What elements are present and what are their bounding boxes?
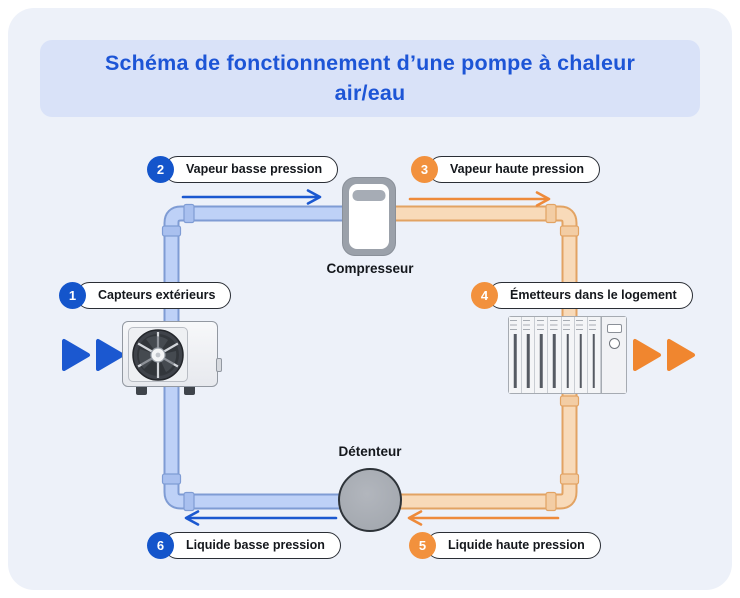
expansion-valve	[338, 468, 402, 532]
compressor-vent	[353, 190, 386, 201]
flow-arrow-vapor-high	[410, 193, 549, 206]
step-tag-5	[409, 532, 601, 559]
step-badge: 5	[409, 532, 436, 559]
radiator-fins	[509, 317, 601, 393]
outdoor-unit-body	[122, 321, 218, 387]
radiator-control-panel	[601, 317, 626, 393]
radiator-fin	[522, 317, 535, 393]
step-label: Émetteurs dans le logement	[488, 282, 693, 309]
flow-arrow-liquid-low	[186, 512, 336, 525]
outdoor-unit-bracket	[216, 358, 222, 372]
step-label: Vapeur basse pression	[164, 156, 338, 183]
step-label: Vapeur haute pression	[428, 156, 600, 183]
step-badge: 1	[59, 282, 86, 309]
compressor	[342, 177, 396, 256]
flow-arrow-vapor-low	[183, 191, 320, 204]
flow-arrow-liquid-high	[409, 512, 558, 525]
fan-panel	[128, 327, 188, 382]
page-title-line2: air/eau	[334, 80, 406, 105]
step-badge: 3	[411, 156, 438, 183]
heat-output-arrows-icon	[635, 341, 693, 369]
compressor-body	[349, 184, 389, 249]
radiator-fin	[562, 317, 575, 393]
radiator-display	[607, 324, 622, 333]
expansion-valve-label: Détenteur	[338, 444, 402, 459]
radiator-fin	[548, 317, 561, 393]
step-tag-3	[411, 156, 600, 183]
step-label: Liquide haute pression	[426, 532, 601, 559]
radiator-fin	[575, 317, 588, 393]
outdoor-unit	[122, 321, 218, 396]
step-tag-6	[147, 532, 341, 559]
step-label: Liquide basse pression	[164, 532, 341, 559]
step-badge: 2	[147, 156, 174, 183]
radiator-knob-icon	[609, 338, 620, 349]
radiator	[508, 316, 627, 394]
step-tag-4	[471, 282, 693, 309]
page-title-line1: Schéma de fonctionnement d’une pompe à chaleur	[104, 50, 636, 75]
step-label: Capteurs extérieurs	[76, 282, 231, 309]
radiator-fin	[535, 317, 548, 393]
step-tag-1	[59, 282, 231, 309]
radiator-fin	[588, 317, 601, 393]
step-badge: 6	[147, 532, 174, 559]
radiator-fin	[509, 317, 522, 393]
step-badge: 4	[471, 282, 498, 309]
compressor-label: Compresseur	[326, 261, 414, 276]
step-tag-2	[147, 156, 338, 183]
air-intake-arrows-icon	[64, 341, 122, 369]
fan-icon	[132, 329, 184, 381]
